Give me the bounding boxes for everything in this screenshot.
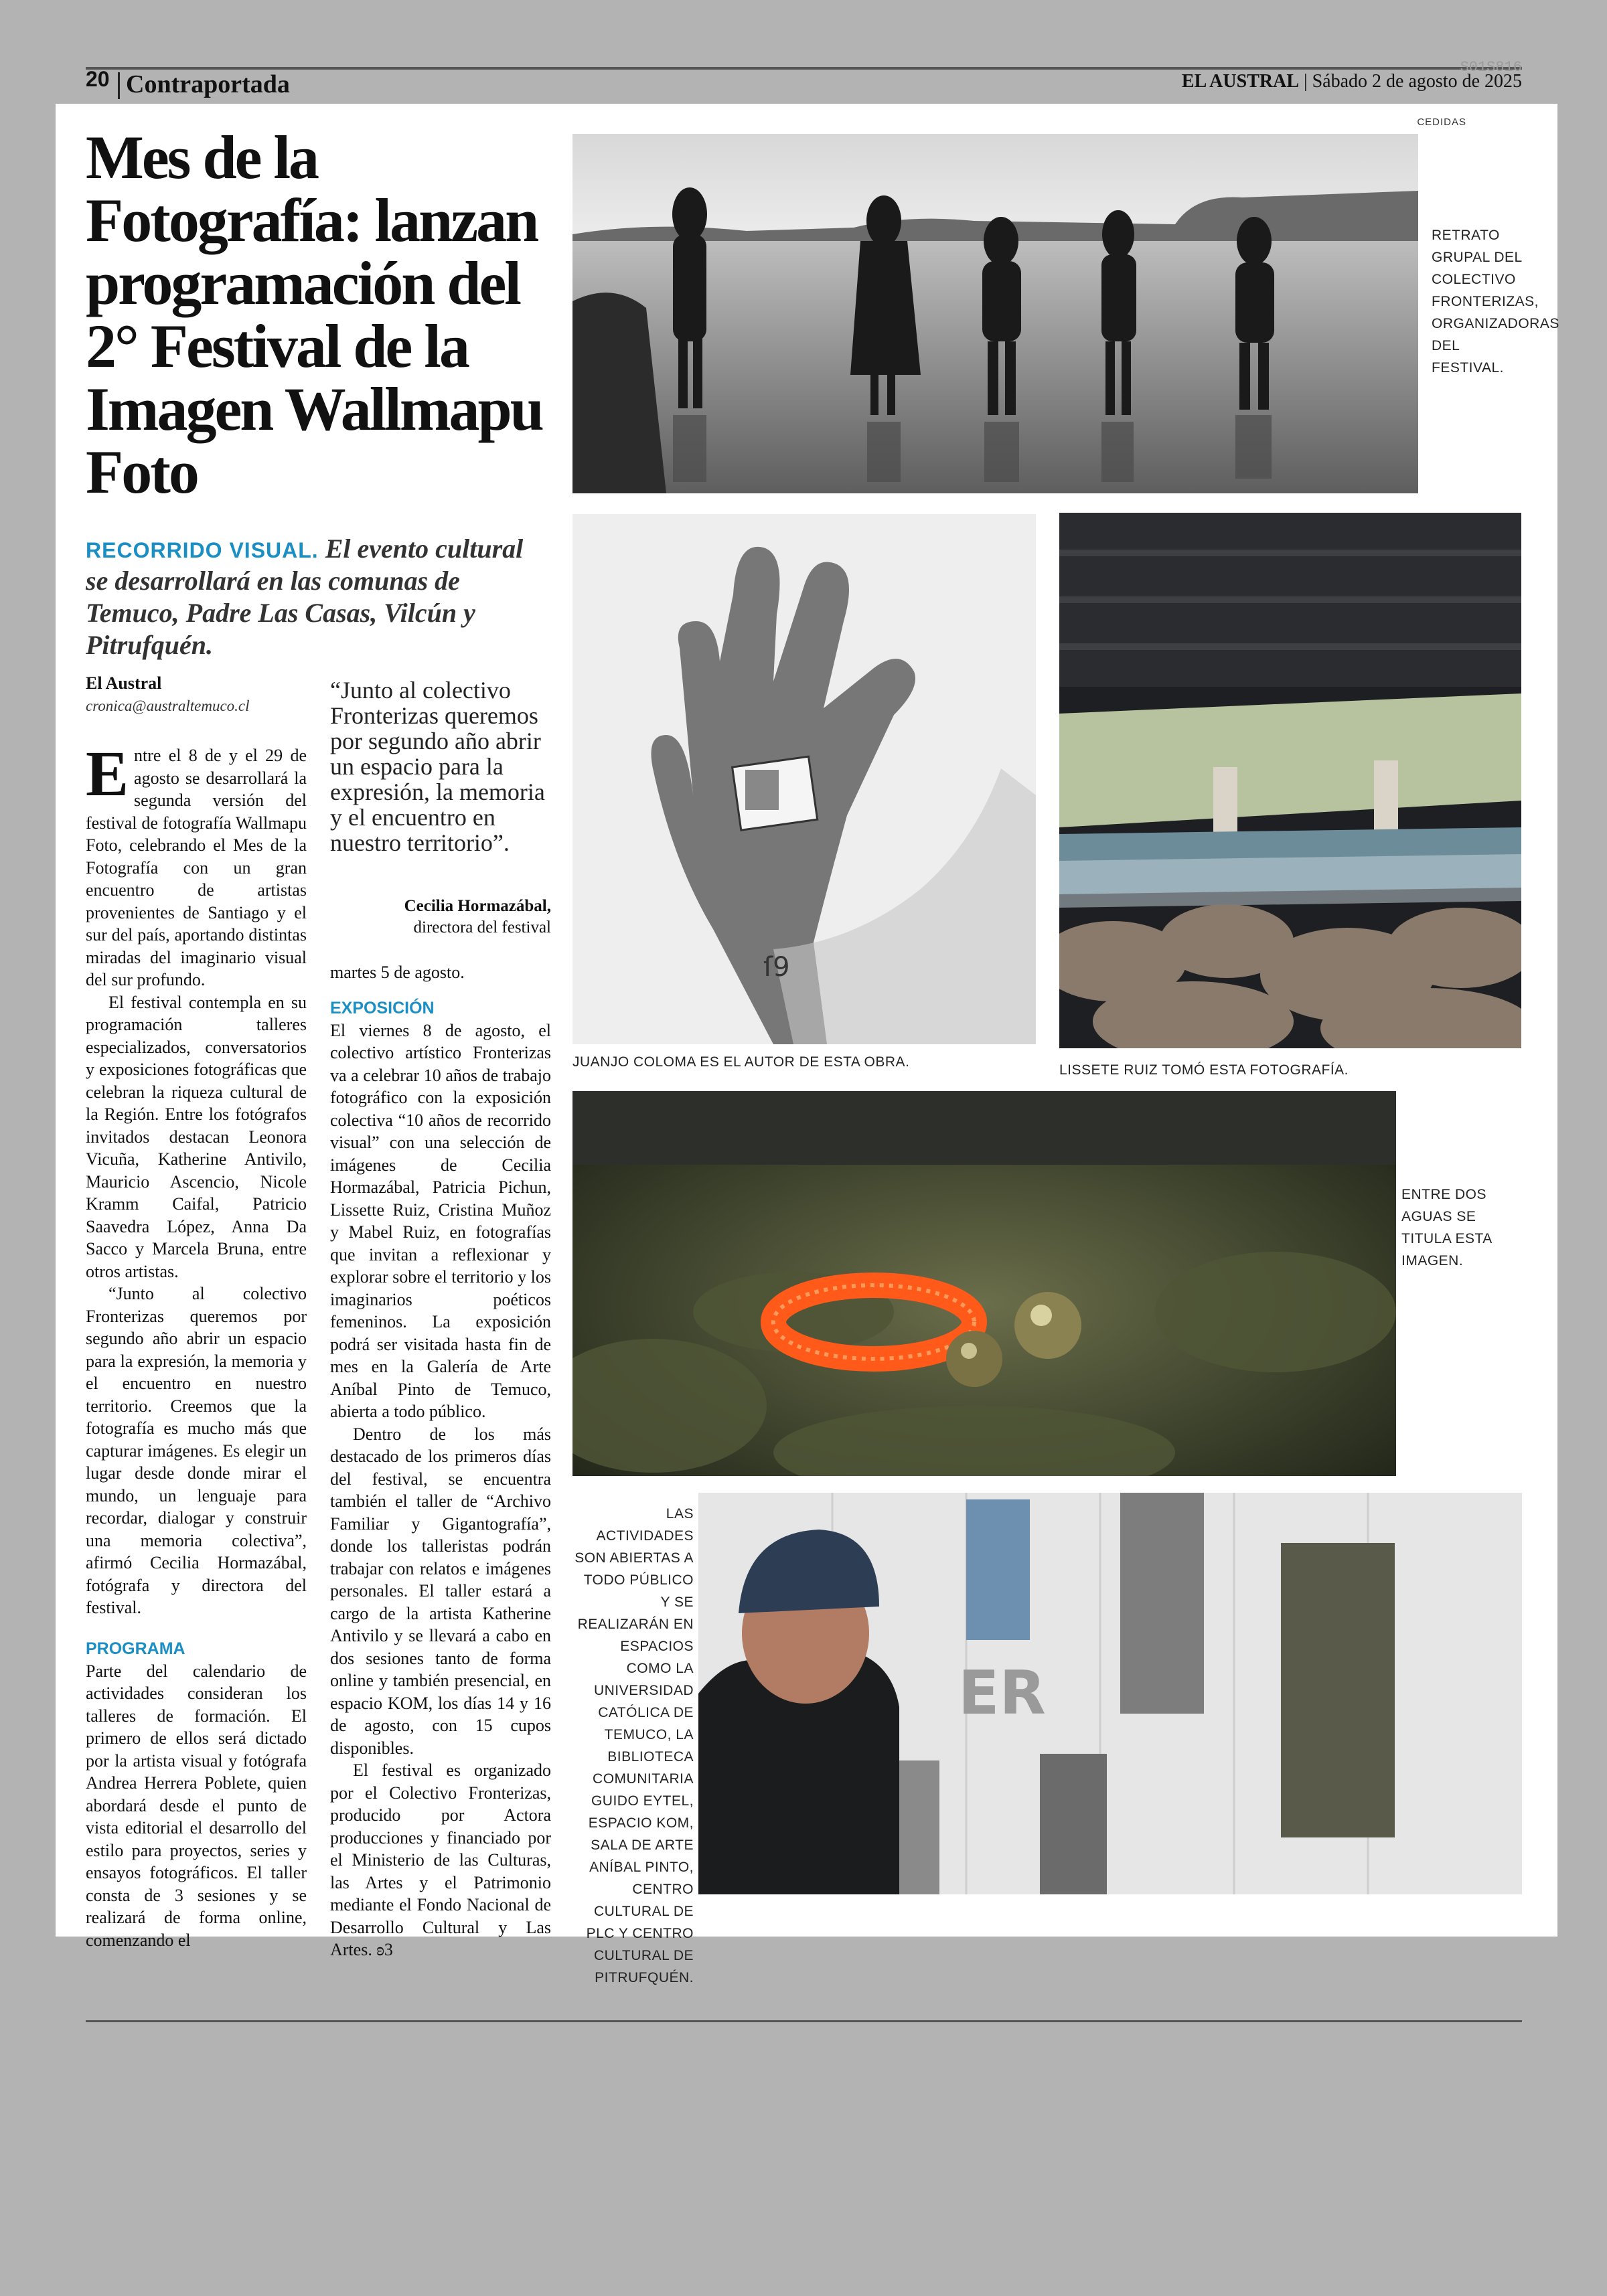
top-rule [86,67,1522,70]
dropcap: E [86,738,129,809]
hand-photo [572,514,1036,1044]
caption-hand-photo: JUANJO COLOMA ES EL AUTOR DE ESTA OBRA. [572,1054,910,1070]
gallery-image [698,1493,1522,1894]
lead-text: ntre el 8 de y el 29 de agosto se desarrollará la segunda versión del festival de fotografía Wallmapu Foto, celebrando el Mes de la Fotografía con un gran encuentro de artistas provenientes de Santiago y el sur del país, aportando distintas miradas del imaginario visual del sur profundo. [86,746,307,989]
paragraph-2: El festival contempla en su programación talleres especializados, conversatorios y exposiciones fotográficas que celebran la riqueza cultural de la Región. Entre los fotógrafos invitados destacan Leonora Vicuña, Katherine Antivilo, Mauricio Ascencio, Nicole Kramm Caifal, Patricio Saavedra López, Anna Da Sacco y Marcela Bruna, entre otros artistas. [86,992,307,1281]
quote-role: directora del festival [413,918,551,936]
subhead-exposicion: EXPOSICIÓN [330,998,435,1017]
caption-group-portrait: RETRATO GRUPAL DEL COLECTIVO FRONTERIZAS, ORGANIZADORAS DEL FESTIVAL. [1432,228,1559,376]
page-number: 20 [86,67,110,91]
paragraph-6: El viernes 8 de agosto, el colectivo artístico Fronterizas va a celebrar 10 años de trabajo fotográfico con la exposición colectiva “10 años de recorrido visual” con una selección de imágenes de Cecilia Hormazábal, Patricia Pichun, Lissette Ruiz, Cristina Muñoz y Mabel Ruiz, en fotografías que invitan a reflexionar y explorar sobre el territorio y los imaginarios poéticos femeninos. La exposición podrá ser visitada hasta fin de mes en la Galería de Arte Aníbal Pinto de Temuco, abierta a todo público. [330,1020,551,1421]
paragraph-7: Dentro de los más destacado de los primeros días del festival, se encuentra también el taller de “Archivo Familiar y Gigantografía”, donde los talleristas podrán trabajar con relatos e imágenes personales. El taller estará a cargo de la artista Katherine Antivilo y se llevará a cabo en dos sesiones tanto de forma online y también presencial, en espacio KOM, los días 14 y 16 de agosto, con 15 cupos disponibles. [330,1424,551,1758]
paragraph-4: Parte del calendario de actividades consideran los talleres de formación. El primero de ellos será dictado por la artista visual y fotógrafa Andrea Herrera Poblete, quien abordará desde el punto de vista editorial el desarrollo del estilo para proyectos, series y ensayos fotográficos. El taller consta de 3 sesiones y se realizará de forma online, comenzando el [86,1661,307,1950]
paragraph-8 [330,1759,551,1961]
paragraph-8-text: El festival es organizado por el Colectivo Fronterizas, producido por Actora producciones y financiado por el Ministerio de las Culturas, las Artes y el Patrimonio mediante el Fondo Nacional de Desarrollo Cultural y Las Artes. [330,1760,551,1959]
paragraph-5: martes 5 de agosto. [330,963,465,982]
deck-text: El evento cultural se desarrollará en las comunas de Temuco, Padre Las Casas, Vilcún y Pitrufquén. [86,534,524,660]
hand-image [572,514,1036,1044]
underwater-image [572,1091,1396,1476]
svg-text:ſ9: ſ9 [763,952,790,983]
bridge-photo [1059,513,1521,1048]
article-column-1 [86,738,307,1951]
gallery-photo [698,1493,1522,1894]
deck [86,533,548,661]
section-separator [118,72,120,99]
issue-date: Sábado 2 de agosto de 2025 [1312,71,1522,92]
group-portrait-image [572,134,1418,493]
archive-stamp: S01S816 [1460,59,1522,76]
byline: El Austral [86,673,162,693]
bottom-rule [86,2020,1522,2022]
photo-credit: CEDIDAS [1417,116,1466,128]
masthead: EL AUSTRAL | Sábado 2 de agosto de 2025 [1181,71,1522,92]
bridge-image [1059,513,1521,1048]
underwater-photo [572,1091,1396,1476]
pull-quote: “Junto al colectivo Fronterizas queremos por segundo año abrir un espacio para la expresión, la memoria y el encuentro en nuestro territorio”. [330,677,545,856]
wall-letters: ER [958,1658,1046,1728]
lead-paragraph [86,738,307,991]
caption-underwater-photo: ENTRE DOS AGUAS SE TITULA ESTA IMAGEN. [1401,1187,1492,1268]
quote-author: Cecilia Hormazábal, [404,897,551,915]
subhead-programa: PROGRAMA [86,1639,185,1658]
byline-email: cronica@australtemuco.cl [86,698,250,714]
caption-bridge-photo: LISSETE RUIZ TOMÓ ESTA FOTOGRAFÍA. [1059,1062,1349,1078]
headline: Mes de la Fotografía: lanzan programación del 2° Festival de la Imagen Wallmapu Foto [86,123,542,506]
kicker: RECORRIDO VISUAL. [86,538,319,562]
paragraph-3: “Junto al colectivo Fronterizas queremos por segundo año abrir un espacio para la expresión, la memoria y el encuentro en nuestro territorio. Creemos que la fotografía es mucho más que capturar imágenes. Es elegir un lugar desde donde mirar el mundo, un lenguaje para recordar, dialogar y construir una memoria colectiva”, afirmó Cecilia Hormazábal, fotógrafa y directora del festival. [86,1284,307,1617]
end-mark: ʚ3 [376,1940,393,1959]
newspaper-name: EL AUSTRAL [1181,71,1299,92]
section-name: Contraportada [126,70,290,98]
caption-gallery-photo: LAS ACTIVIDADES SON ABIERTAS A TODO PÚBLICO Y SE REALIZARÁN EN ESPACIOS COMO LA UNIVERSIDAD CATÓLICA DE TEMUCO, LA BIBLIOTECA COMUNITARIA GUIDO EYTEL, ESPACIO KOM, SALA DE ARTE ANÍBAL PINTO, CENTRO CULTURAL DE PLC Y CENTRO CULTURAL DE PITRUFQUÉN. [575,1506,694,1985]
group-portrait-photo [572,134,1418,493]
article-column-2 [330,961,551,1961]
